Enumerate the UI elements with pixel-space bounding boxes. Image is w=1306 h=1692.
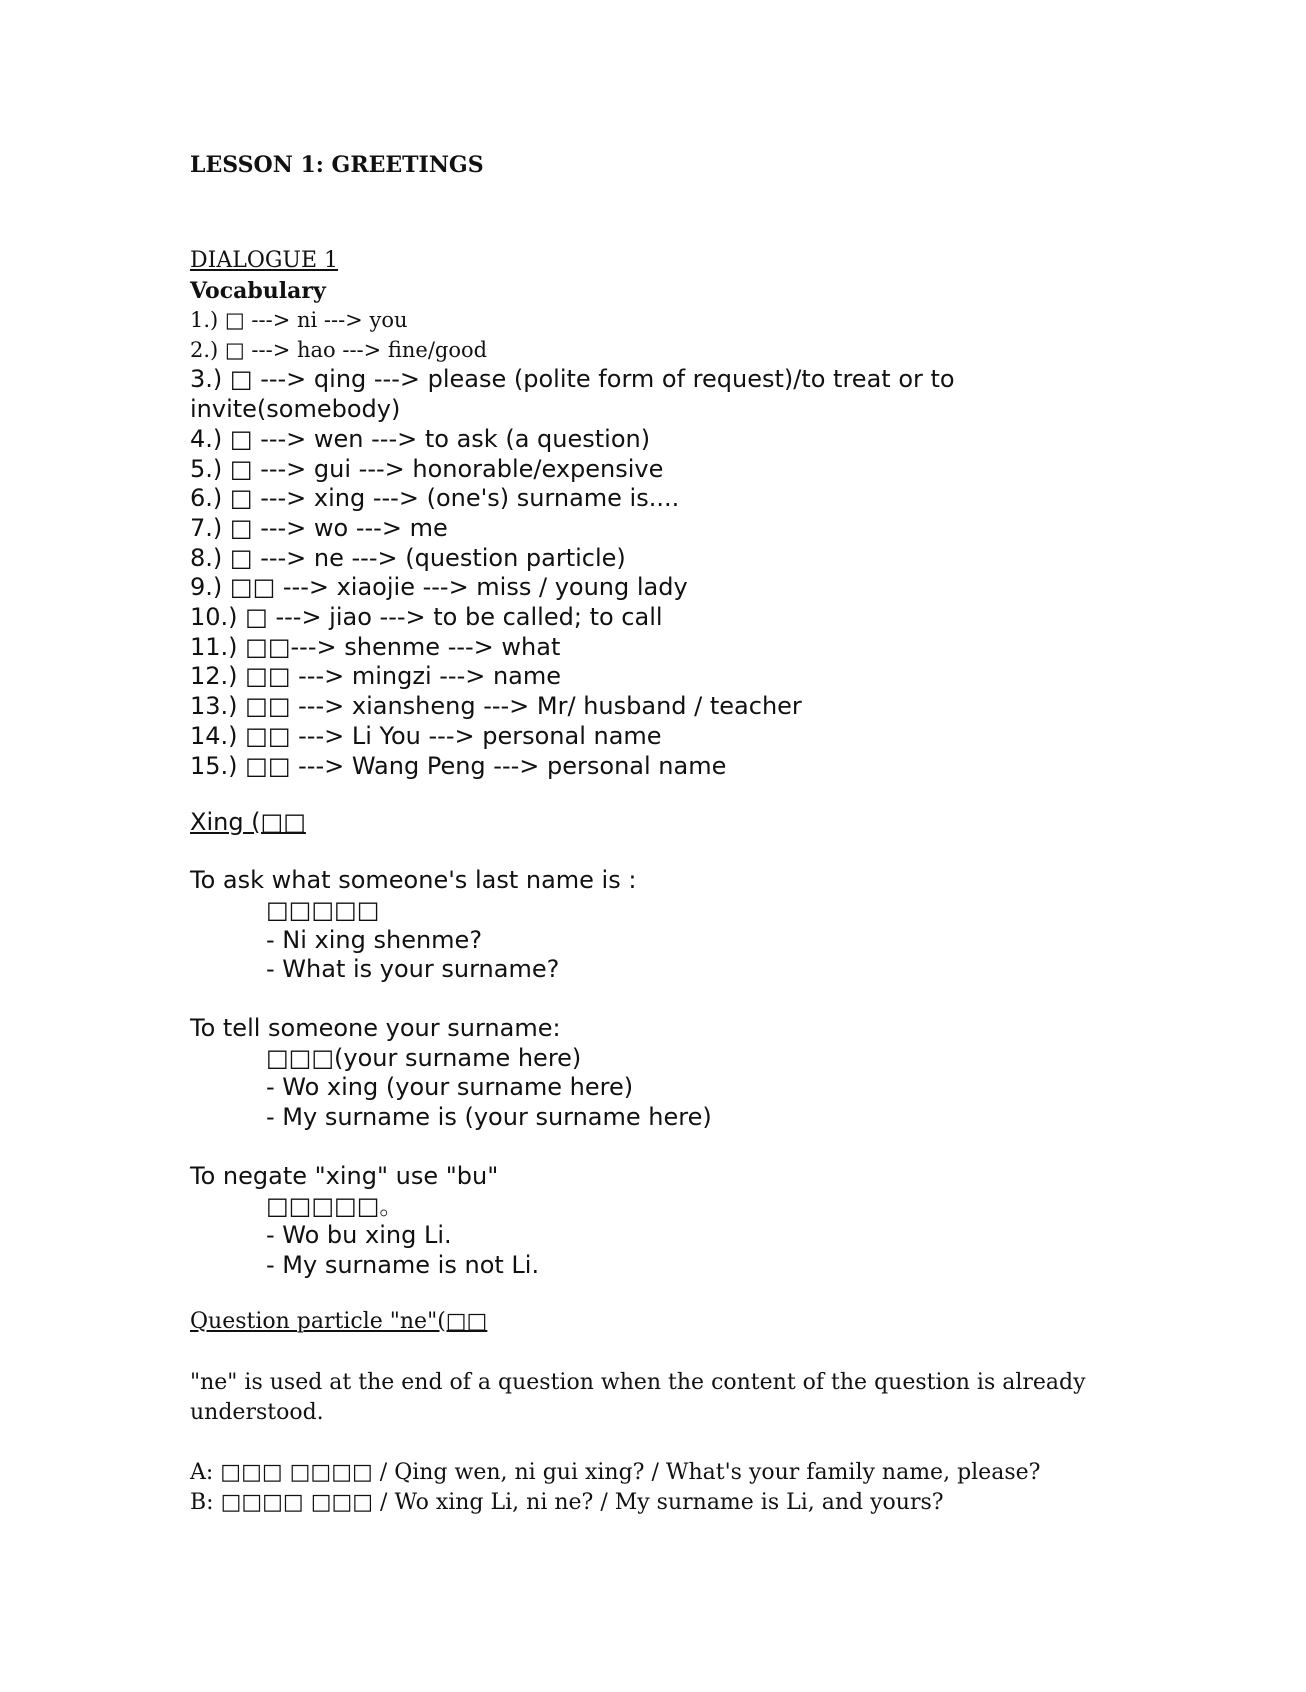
xing-heading: Xing (□□ [190, 808, 306, 837]
vocab-item: 11.) □□---> shenme ---> what [190, 632, 561, 661]
block-line: - My surname is (your surname here) [266, 1103, 712, 1132]
question-particle-heading: Question particle "ne"(□□ [190, 1308, 488, 1334]
negate-surname-block [190, 1162, 1150, 1281]
ne-explanation-paragraph: "ne" is used at the end of a question when the content of the question is already understood. [190, 1369, 1086, 1425]
vocab-item: 5.) □ ---> gui ---> honorable/expensive [190, 454, 664, 483]
block-intro: To ask what someone's last name is : [190, 866, 637, 895]
vocab-item: 7.) □ ---> wo ---> me [190, 513, 448, 542]
dialogue-heading: DIALOGUE 1 [190, 248, 339, 273]
vocab-item: 12.) □□ ---> mingzi ---> name [190, 662, 562, 691]
block-line: - Wo bu xing Li. [266, 1221, 452, 1250]
vocab-item: 9.) □□ ---> xiaojie ---> miss / young lady [190, 573, 688, 602]
vocabulary-list [190, 306, 1150, 781]
lesson-title: LESSON 1: GREETINGS [190, 152, 484, 178]
vocab-item: 15.) □□ ---> Wang Peng ---> personal name [190, 751, 727, 780]
document-page [190, 150, 1150, 1518]
vocab-item: 10.) □ ---> jiao ---> to be called; to call [190, 603, 663, 632]
vocab-item: 13.) □□ ---> xiansheng ---> Mr/ husband / teacher [190, 692, 802, 721]
vocab-item: 1.) □ ---> ni ---> you [190, 308, 408, 332]
vocab-item: 3.) □ ---> qing ---> please (polite form of request)/to treat or to [190, 365, 955, 394]
block-line: □□□□□ [266, 895, 380, 924]
vocab-item: 14.) □□ ---> Li You ---> personal name [190, 721, 662, 750]
block-intro: To tell someone your surname: [190, 1014, 561, 1043]
block-line: □□□□□。 [266, 1191, 404, 1220]
vocab-item: 8.) □ ---> ne ---> (question particle) [190, 543, 626, 572]
tell-surname-block [190, 1014, 1150, 1133]
ask-surname-block [190, 866, 1150, 985]
vocab-item: 6.) □ ---> xing ---> (one's) surname is.... [190, 484, 680, 513]
dialog-line-b: B: □□□□ □□□ / Wo xing Li, ni ne? / My surname is Li, and yours? [190, 1489, 944, 1515]
example-dialog [190, 1458, 1150, 1518]
block-line: - Ni xing shenme? [266, 925, 483, 954]
block-line: - Wo xing (your surname here) [266, 1073, 634, 1102]
vocab-item: 4.) □ ---> wen ---> to ask (a question) [190, 424, 651, 453]
vocabulary-heading: Vocabulary [190, 278, 326, 304]
vocab-item: 2.) □ ---> hao ---> fine/good [190, 337, 488, 362]
block-line: - My surname is not Li. [266, 1250, 540, 1279]
vocab-item: invite(somebody) [190, 395, 401, 424]
dialog-line-a: A: □□□ □□□□ / Qing wen, ni gui xing? / What's your family name, please? [190, 1459, 1041, 1485]
block-line: □□□(your surname here) [266, 1043, 582, 1072]
block-line: - What is your surname? [266, 955, 560, 984]
block-intro: To negate "xing" use "bu" [190, 1161, 499, 1190]
